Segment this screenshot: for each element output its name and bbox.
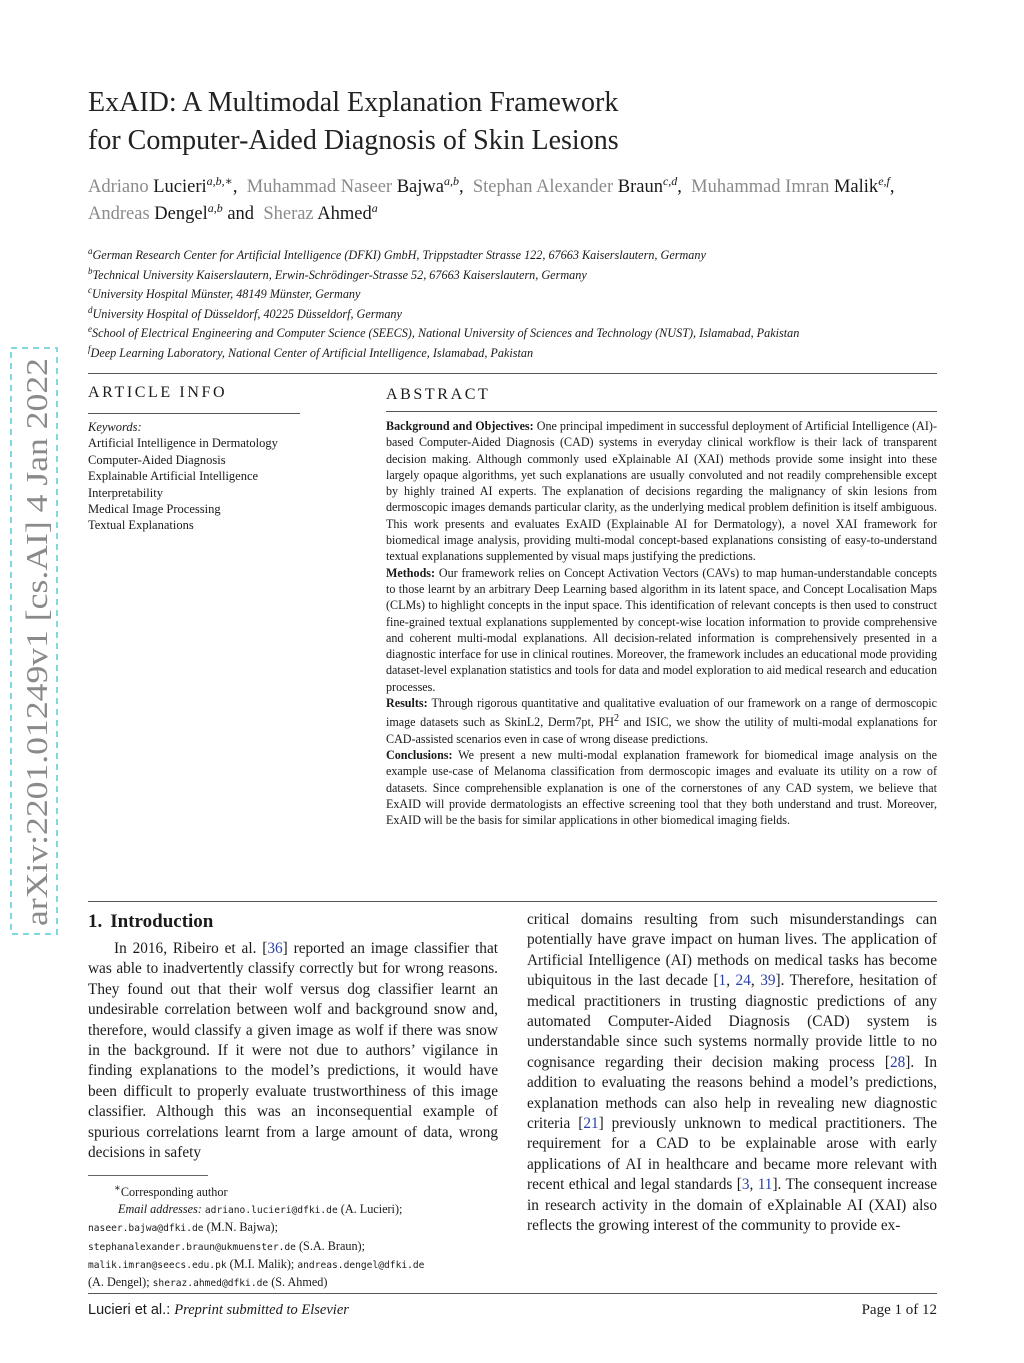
intro-text: ]. The consequent increase in research activity in the domain of eXplainable AI (XAI) also reflects the growing interest of the community to provide ex- — [527, 1176, 937, 1235]
author-given-name: Adriano — [88, 177, 149, 197]
keywords-block — [88, 419, 318, 534]
footer-divider — [88, 1293, 937, 1294]
intro-text: In 2016, Ribeiro et al. [ — [114, 940, 268, 957]
affiliation-mark: a — [88, 246, 93, 256]
author-affiliation-marks: a — [371, 200, 378, 215]
email-link[interactable]: sheraz.ahmed@dfki.de — [152, 1278, 269, 1290]
citation-separator: , — [749, 1176, 758, 1194]
section-heading-introduction — [88, 911, 213, 933]
intro-text: ] reported an image classifier that was able to inadvertently classify correctly but for wrong reasons. They found out that their wolf versus dog classifier learnt an undesirable correlation between wolf and background snow and, therefore, would classify a given image as wolf if there was snow in the background. If it were not due to authors’ vigilance in finding explanations to the model’s predictions, it would have been difficult to properly evaluate trustworthiness of this image classifier. Although this was an inconsequential example of spurious correlations learnt from a large amount of data, wrong decisions in safety — [88, 940, 498, 1162]
affiliation-mark: d — [88, 304, 93, 315]
body-column-right — [527, 910, 937, 1237]
email-link[interactable]: andreas.dengel@dfki.de — [297, 1259, 425, 1271]
keyword-item: Medical Image Processing — [88, 502, 221, 517]
citation-separator: , — [726, 972, 736, 990]
paper-title — [88, 84, 928, 160]
footer-citation — [88, 1302, 349, 1319]
abstract-conclusions-text: We present a new multi-modal explanation framework for biomedical image analysis on the example use-case of Melanoma classification from dermoscopic images and evaluate its utility on a row of datasets. Since comprehensible explanation is one of the cornerstones of any CAD system, we believe that ExAID will provide dermatologists an effective screening tool that they both understand and trust. Moreover, ExAID will be the basis for similar applications in other biomedical imaging fields. — [386, 747, 937, 828]
citation-link[interactable]: 21 — [583, 1115, 599, 1133]
email-owner: (S. Ahmed) — [268, 1275, 328, 1290]
keyword-item: Explainable Artificial Intelligence — [88, 469, 259, 484]
keyword-item: Textual Explanations — [88, 518, 194, 533]
arxiv-identifier[interactable] — [8, 346, 60, 936]
abstract-methods-text: Our framework relies on Concept Activation Vectors (CAVs) to map human-understandable concepts to those learnt by an arbitrary Deep Learning based algorithm in its latent space, and Concept Localisation Maps (CLMs) to highlight concepts in the input space. This identification of relevant concepts is then used to construct fine-grained textual explanations supplemented by concept-wise location information to provide comprehensive and coherent multi-modal explanations. All decision-related information is comprehensively presented in a diagnostic interface for use in clinical routines. Moreover, the framework includes an educational mode providing dataset-level explanation statistics and tools for data and model exploration to aid medical research and education processes. — [386, 565, 937, 694]
footer-authors: Lucieri et al. — [88, 1302, 167, 1318]
email-owner: (S.A. Braun); — [295, 1238, 365, 1253]
author-given-name: Andreas — [88, 204, 150, 224]
abstract-results-text-end: and ISIC, we show the utility of multi-modal explanations for CAD-assisted scenarios even in case of wrong disease predictions. — [386, 715, 937, 746]
citation-link[interactable]: 1 — [718, 972, 727, 990]
footnote — [88, 1180, 433, 1292]
author-given-name: Stephan Alexander — [472, 177, 614, 197]
abstract-results — [386, 695, 937, 747]
email-link[interactable]: stephanalexander.braun@ukmuenster.de — [88, 1241, 296, 1253]
page-number: Page 1 of 12 — [861, 1302, 937, 1318]
author-affiliation-marks: c,d — [662, 173, 678, 188]
author-given-name: Sheraz — [263, 204, 314, 224]
arxiv-identifier-text: arXiv:2201.01249v1 [cs.AI] 4 Jan 2022 — [19, 431, 54, 926]
affiliation-line — [88, 281, 948, 301]
abstract-divider — [386, 411, 937, 412]
author-affiliation-marks: a,b — [443, 173, 459, 188]
intro-text: ] previously unknown to medical practitioners. The requirement for a CAD to be explainable arose with early applications of AI in healthcare and became more relevant with recent ethical and legal standards [ — [527, 1115, 937, 1194]
citation-link[interactable]: 11 — [757, 1176, 773, 1194]
abstract-conclusions — [386, 747, 937, 828]
citation-link[interactable]: 36 — [267, 940, 283, 957]
affiliation-text: Technical University Kaiserslautern, Erwin-Schrödinger-Strasse 52, 67663 Kaiserslautern, Germany — [92, 267, 587, 282]
email-link[interactable]: malik.imran@seecs.edu.pk — [88, 1259, 227, 1271]
intro-paragraph-1 — [88, 939, 498, 1163]
email-owner: (A. Dengel); — [88, 1275, 153, 1290]
paper-title-line-1: ExAID: A Multimodal Explanation Framework — [88, 87, 619, 118]
intro-text: ]. In addition to evaluating the reasons behind a model’s predictions, explanation methods can also help in revealing new diagnostic criteria [ — [527, 1053, 937, 1133]
email-link[interactable]: naseer.bajwa@dfki.de — [88, 1223, 204, 1235]
author-given-name: Muhammad Naseer — [246, 177, 393, 197]
abstract-body — [386, 418, 937, 828]
author-separator: , — [232, 177, 247, 197]
abstract-background-label: Background and Objectives: — [386, 419, 534, 433]
author-affiliation-marks: e,f — [878, 173, 890, 188]
citation-link[interactable]: 39 — [760, 972, 776, 990]
affiliation-line — [88, 340, 948, 360]
author-family-name: Braun — [617, 177, 663, 197]
abstract-methods-label: Methods: — [386, 565, 436, 580]
affiliation-line — [88, 320, 948, 340]
intro-text: ]. Therefore, hesitation of medical practitioners in trusting diagnostic predictions of any automated Computer-Aided Diagnosis (CAD) system is understandable since such systems normally provide little to no cognisance regarding their decision making process [ — [527, 972, 938, 1071]
author-family-name: Malik — [833, 177, 879, 197]
email-owner: (A. Lucieri); — [337, 1202, 403, 1217]
affiliation-line — [88, 242, 948, 262]
author-separator: , — [458, 177, 473, 197]
keywords-label: Keywords: — [88, 420, 142, 434]
email-owner: (M.I. Malik); — [226, 1256, 298, 1271]
citation-link[interactable]: 28 — [889, 1053, 906, 1071]
abstract-results-label: Results: — [386, 696, 428, 711]
footnote-mark: ∗ — [114, 1183, 121, 1194]
citation-separator: , — [750, 972, 761, 990]
footer-colon: : — [166, 1302, 175, 1318]
keyword-item: Computer-Aided Diagnosis — [88, 452, 226, 467]
author-affiliation-marks: a,b,∗ — [206, 173, 233, 188]
citation-link[interactable]: 3 — [741, 1176, 750, 1194]
section-number: 1. — [88, 911, 103, 932]
abstract-background-text: One principal impediment in successful deployment of Artificial Intelligence (AI)-based Computer-Aided Diagnosis (CAD) systems in everyday clinical workflow is their lack of transparent decision making. Although commonly used eXplainable AI (XAI) methods provide some insight into these largely opaque algorithms, yet such explanations are usually convoluted and not readily comprehensible except by highly trained AI experts. The explanation of decisions regarding the malignancy of skin lesions from dermoscopic images demands particular clarity, as the underlying medical problem definition is itself ambiguous. This work presents and evaluates ExAID (Explainable AI for Dermatology), a novel XAI framework for biomedical image analysis, providing multi-modal concept-based explanations consisting of easy-to-understand textual explanations supplemented by visual maps justifying the predictions. — [386, 419, 937, 564]
author-family-name: Lucieri — [153, 177, 207, 197]
citation-link[interactable]: 24 — [735, 972, 751, 990]
footnote-divider — [88, 1175, 208, 1176]
section-title: Introduction — [110, 911, 214, 932]
footer-journal: Preprint submitted to Elsevier — [174, 1302, 349, 1318]
intro-text: critical domains resulting from such misunderstandings can potentially have grave impact on human lives. The application of Artificial Intelligence (AI) methods on medical tasks has become ubiquitous in the last decade [ — [527, 911, 937, 990]
affiliation-mark: c — [88, 285, 92, 296]
abstract-background — [386, 418, 937, 565]
affiliation-list — [88, 242, 948, 360]
affiliation-line — [88, 262, 948, 282]
abstract-methods — [386, 565, 937, 695]
corresponding-author-text: Corresponding author — [120, 1185, 228, 1200]
keyword-item: Interpretability — [88, 485, 163, 500]
affiliation-line — [88, 301, 948, 321]
author-family-name: Ahmed — [317, 204, 372, 224]
affiliation-mark: e — [88, 324, 92, 335]
article-info-heading: ARTICLE INFO — [88, 384, 228, 401]
affiliation-text: School of Electrical Engineering and Computer Science (SEECS), National University of Sciences and Technology (NUST), Islamabad, Pakistan — [92, 326, 800, 341]
affiliation-mark: b — [88, 265, 93, 276]
abstract-bottom-divider — [88, 901, 937, 902]
paper-title-line-2: for Computer-Aided Diagnosis of Skin Lesions — [88, 125, 619, 156]
affiliation-text: University Hospital Münster, 48149 Münster, Germany — [92, 287, 361, 302]
affiliation-text: German Research Center for Artificial Intelligence (DFKI) GmbH, Trippstadter Strasse 122, 67663 Kaiserslautern, Germany — [92, 248, 706, 263]
email-link[interactable]: adriano.lucieri@dfki.de — [204, 1205, 338, 1217]
abstract-conclusions-label: Conclusions: — [386, 747, 453, 762]
affiliation-mark: f — [88, 343, 91, 354]
corresponding-author-note — [88, 1180, 433, 1201]
email-addresses — [88, 1201, 433, 1292]
email-owner: (M.N. Bajwa); — [203, 1220, 278, 1235]
author-family-name: Bajwa — [396, 177, 444, 197]
article-info-divider — [88, 413, 300, 414]
keywords-list — [88, 435, 318, 533]
affiliation-text: Deep Learning Laboratory, National Center of Artificial Intelligence, Islamabad, Pakistan — [90, 346, 534, 361]
abstract-results-sup: 2 — [613, 713, 619, 725]
author-family-name: Dengel — [154, 204, 208, 224]
abstract-results-text: Through rigorous quantitative and qualitative evaluation of our framework on a range of dermoscopic image datasets such as SkinL2, Derm7pt, PH — [386, 696, 937, 730]
author-given-name: Muhammad Imran — [691, 177, 830, 197]
abstract-heading: ABSTRACT — [386, 386, 491, 403]
affiliation-text: University Hospital of Düsseldorf, 40225 Düsseldorf, Germany — [92, 306, 402, 321]
header-divider — [88, 373, 937, 374]
body-column-left — [88, 939, 498, 1163]
email-label: Email addresses: — [118, 1202, 202, 1217]
keyword-item: Artificial Intelligence in Dermatology — [88, 436, 278, 451]
author-separator: , — [889, 177, 903, 197]
author-list — [88, 174, 938, 228]
author-separator: and — [222, 204, 264, 224]
author-separator: , — [677, 177, 692, 197]
author-affiliation-marks: a,b — [207, 200, 223, 215]
intro-paragraph-1-continued — [527, 910, 937, 1237]
